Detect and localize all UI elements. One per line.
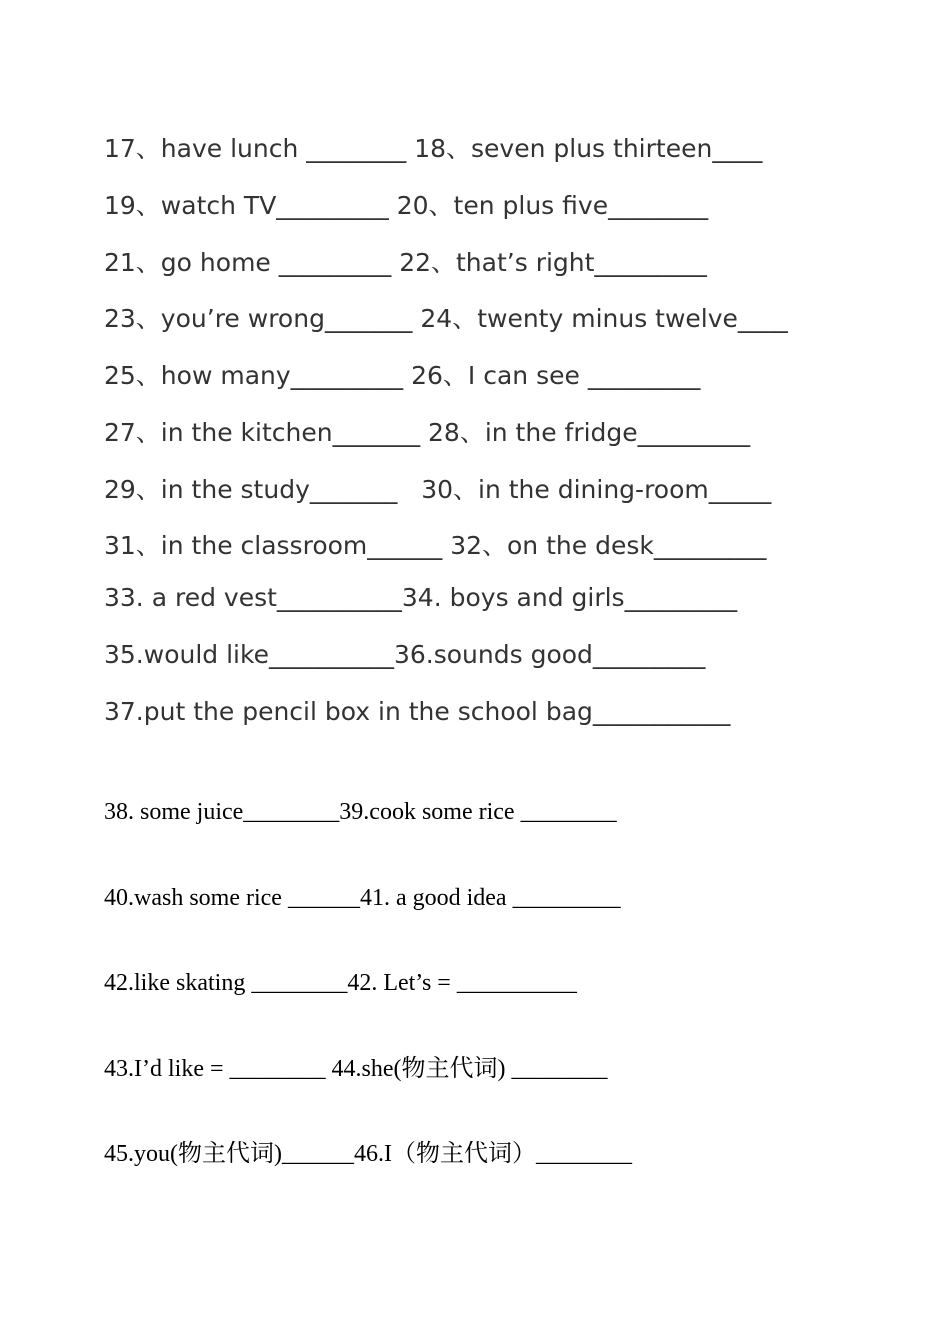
- exercise-line-33-34: 33. a red vest__________34. boys and girls_________: [104, 583, 738, 612]
- exercise-line-43-44: 43.I’d like = ________ 44.she(物主代词) ________: [104, 1055, 608, 1082]
- exercise-line-42: 42.like skating ________42. Let’s = __________: [104, 970, 577, 996]
- exercise-line-25-26: 25、how many_________ 26、I can see _________: [104, 361, 701, 390]
- exercise-line-21-22: 21、go home _________ 22、that’s right_________: [104, 248, 707, 277]
- exercise-line-19-20: 19、watch TV_________ 20、ten plus five________: [104, 191, 709, 220]
- exercise-line-38-39: 38. some juice________39.cook some rice ________: [104, 799, 617, 825]
- exercise-line-27-28: 27、in the kitchen_______ 28、in the fridge_________: [104, 418, 751, 447]
- exercise-line-40-41: 40.wash some rice ______41. a good idea _________: [104, 884, 621, 911]
- exercise-line-45-46: 45.you(物主代词)______46.I（物主代词）________: [104, 1141, 632, 1167]
- exercise-line-17-18: 17、have lunch ________ 18、seven plus thirteen____: [104, 134, 763, 163]
- exercise-block-38-46: [104, 741, 632, 1226]
- exercise-line-23-24: 23、you’re wrong_______ 24、twenty minus twelve____: [104, 304, 788, 333]
- exercise-line-37: 37.put the pencil box in the school bag___________: [104, 697, 731, 726]
- exercise-line-29-30: 29、in the study_______ 30、in the dining-room_____: [104, 475, 772, 504]
- exercise-line-31-32: 31、in the classroom______ 32、on the desk_________: [104, 531, 767, 560]
- exercise-line-35-36: 35.would like__________36.sounds good_________: [104, 640, 706, 669]
